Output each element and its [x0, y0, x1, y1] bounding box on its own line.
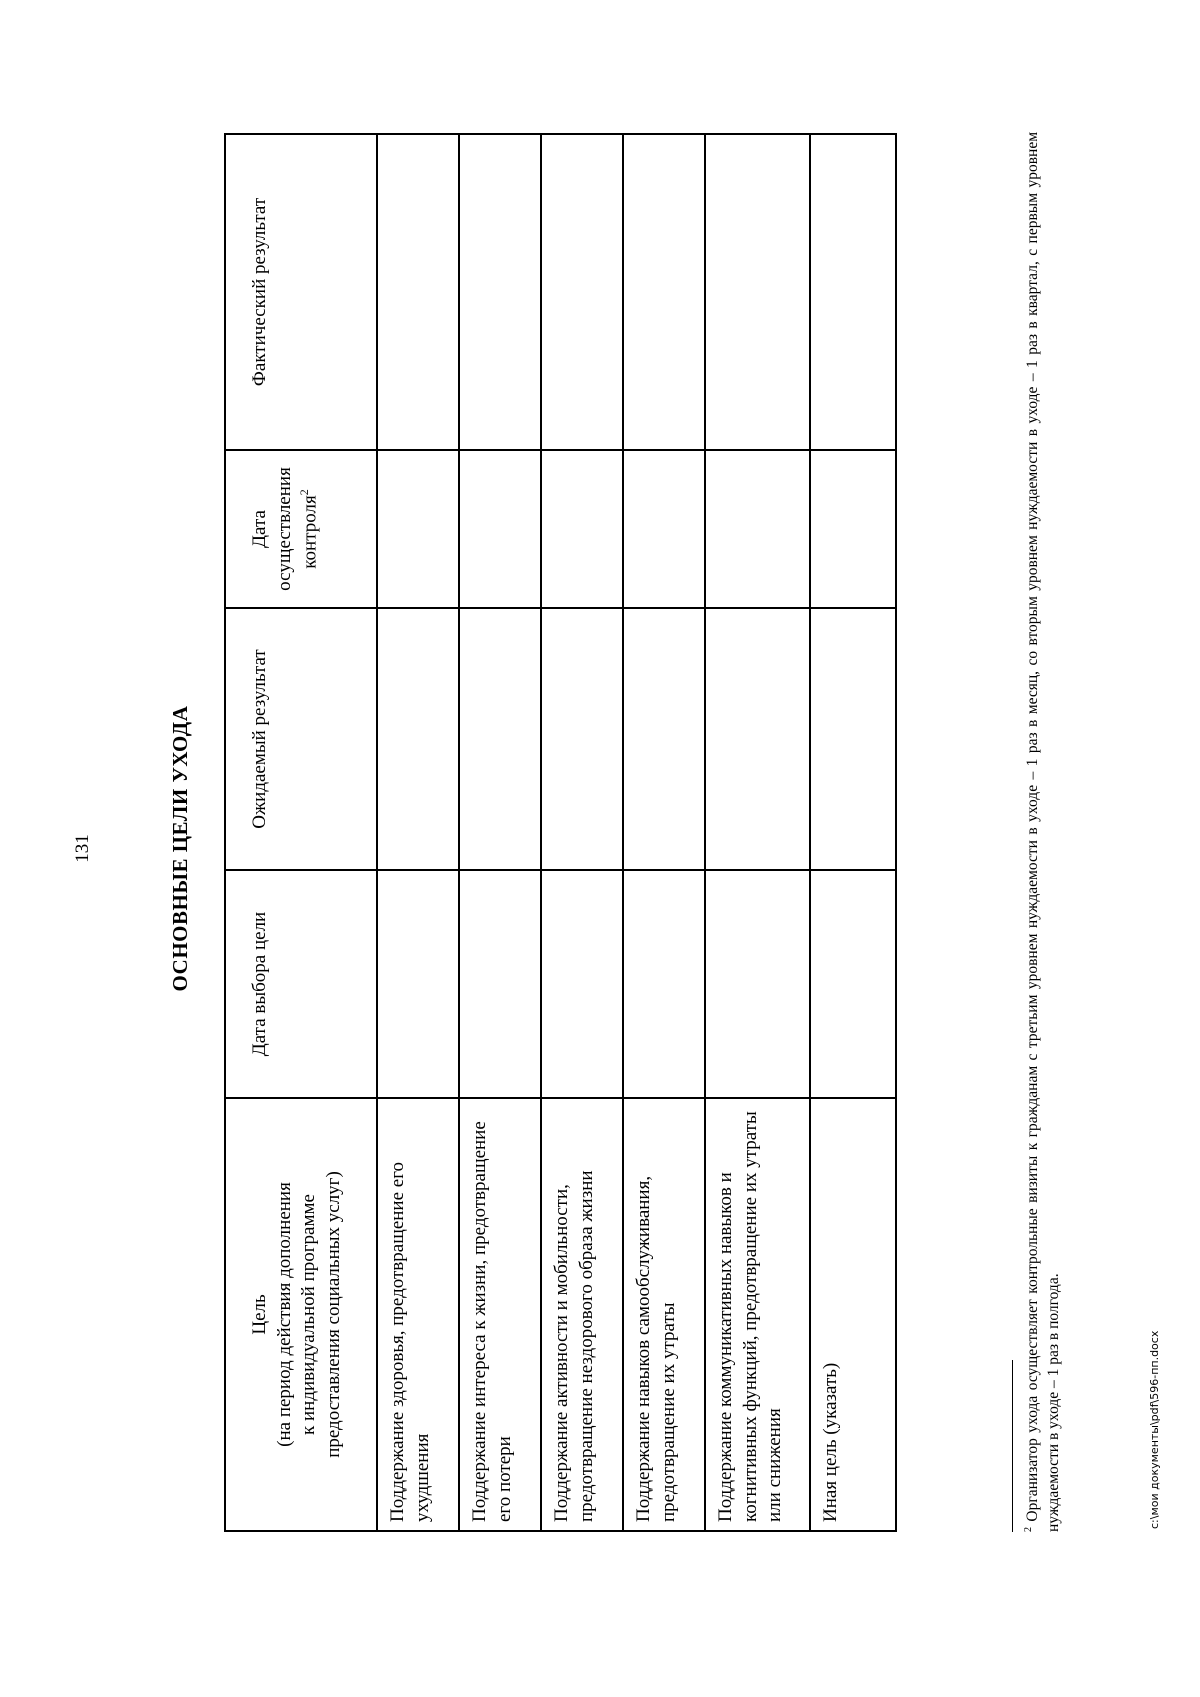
header-goal-line: к индивидуальной программе: [298, 1194, 320, 1435]
footnote-divider: [1012, 1360, 1013, 1532]
table-row: [623, 134, 705, 1531]
goal-cell: Поддержание активности и мобильности, предотвращение нездорового образа жизни: [541, 1098, 623, 1531]
empty-cell[interactable]: [377, 870, 459, 1098]
footnote-text: Организатор ухода осуществляет контрольные визиты к гражданам с третьим уровнем нуждаемости в уходе – 1 раз в месяц, со вторым уровнем нуждаемости в уходе – 1 раз в квартал, с первым уровнем нуждаемости в уходе – 1 раз в полгода.: [1024, 131, 1063, 1532]
table-header-row: [225, 134, 377, 1531]
goal-cell: Поддержание здоровья, предотвращение его ухудшения: [377, 1098, 459, 1531]
document-title: ОСНОВНЫЕ ЦЕЛИ УХОДА: [168, 705, 192, 992]
empty-cell[interactable]: [459, 450, 541, 608]
header-control-date-text: Дата осуществления контроля: [249, 467, 321, 591]
header-expected-result: Ожидаемый результат: [225, 608, 377, 870]
goal-cell: Поддержание навыков самообслуживания, предотвращение их утраты: [623, 1098, 705, 1531]
empty-cell[interactable]: [541, 608, 623, 870]
goal-cell: Поддержание интереса к жизни, предотвращение его потери: [459, 1098, 541, 1531]
empty-cell[interactable]: [377, 450, 459, 608]
goal-cell: Иная цель (указать): [810, 1098, 896, 1531]
footnote-marker: 2: [1023, 1527, 1034, 1532]
empty-cell[interactable]: [810, 134, 896, 450]
header-control-date: [225, 450, 377, 608]
empty-cell[interactable]: [705, 870, 810, 1098]
empty-cell[interactable]: [541, 134, 623, 450]
table-row: [459, 134, 541, 1531]
empty-cell[interactable]: [810, 450, 896, 608]
header-actual-result: Фактический результат: [225, 134, 377, 450]
empty-cell[interactable]: [541, 870, 623, 1098]
empty-cell[interactable]: [623, 870, 705, 1098]
empty-cell[interactable]: [623, 608, 705, 870]
empty-cell[interactable]: [459, 608, 541, 870]
empty-cell[interactable]: [377, 134, 459, 450]
table-row: [541, 134, 623, 1531]
header-goal-line: предоставления социальных услуг): [323, 1171, 345, 1458]
empty-cell[interactable]: [541, 450, 623, 608]
empty-cell[interactable]: [623, 134, 705, 450]
footnote: [1022, 132, 1065, 1532]
empty-cell[interactable]: [459, 870, 541, 1098]
header-goal-line: (на период действия дополнения: [273, 1182, 295, 1447]
care-goals-table: [224, 133, 897, 1532]
file-path: c:\мои документы\pdf\596-пп.docx: [1148, 1330, 1161, 1529]
empty-cell[interactable]: [705, 608, 810, 870]
table-row: [377, 134, 459, 1531]
empty-cell[interactable]: [705, 450, 810, 608]
table-row: [705, 134, 810, 1531]
empty-cell[interactable]: [810, 870, 896, 1098]
table-row: [810, 134, 896, 1531]
empty-cell[interactable]: [377, 608, 459, 870]
footnote-reference: 2: [297, 489, 312, 496]
empty-cell[interactable]: [623, 450, 705, 608]
header-date-choice: Дата выбора цели: [225, 870, 377, 1098]
header-goal-line: Цель: [249, 1294, 270, 1335]
header-goal: [225, 1098, 377, 1531]
empty-cell[interactable]: [459, 134, 541, 450]
page-number: 131: [72, 834, 93, 863]
empty-cell[interactable]: [705, 134, 810, 450]
empty-cell[interactable]: [810, 608, 896, 870]
goal-cell: Поддержание коммуникативных навыков и когнитивных функций, предотвращение их утраты или снижения: [705, 1098, 810, 1531]
